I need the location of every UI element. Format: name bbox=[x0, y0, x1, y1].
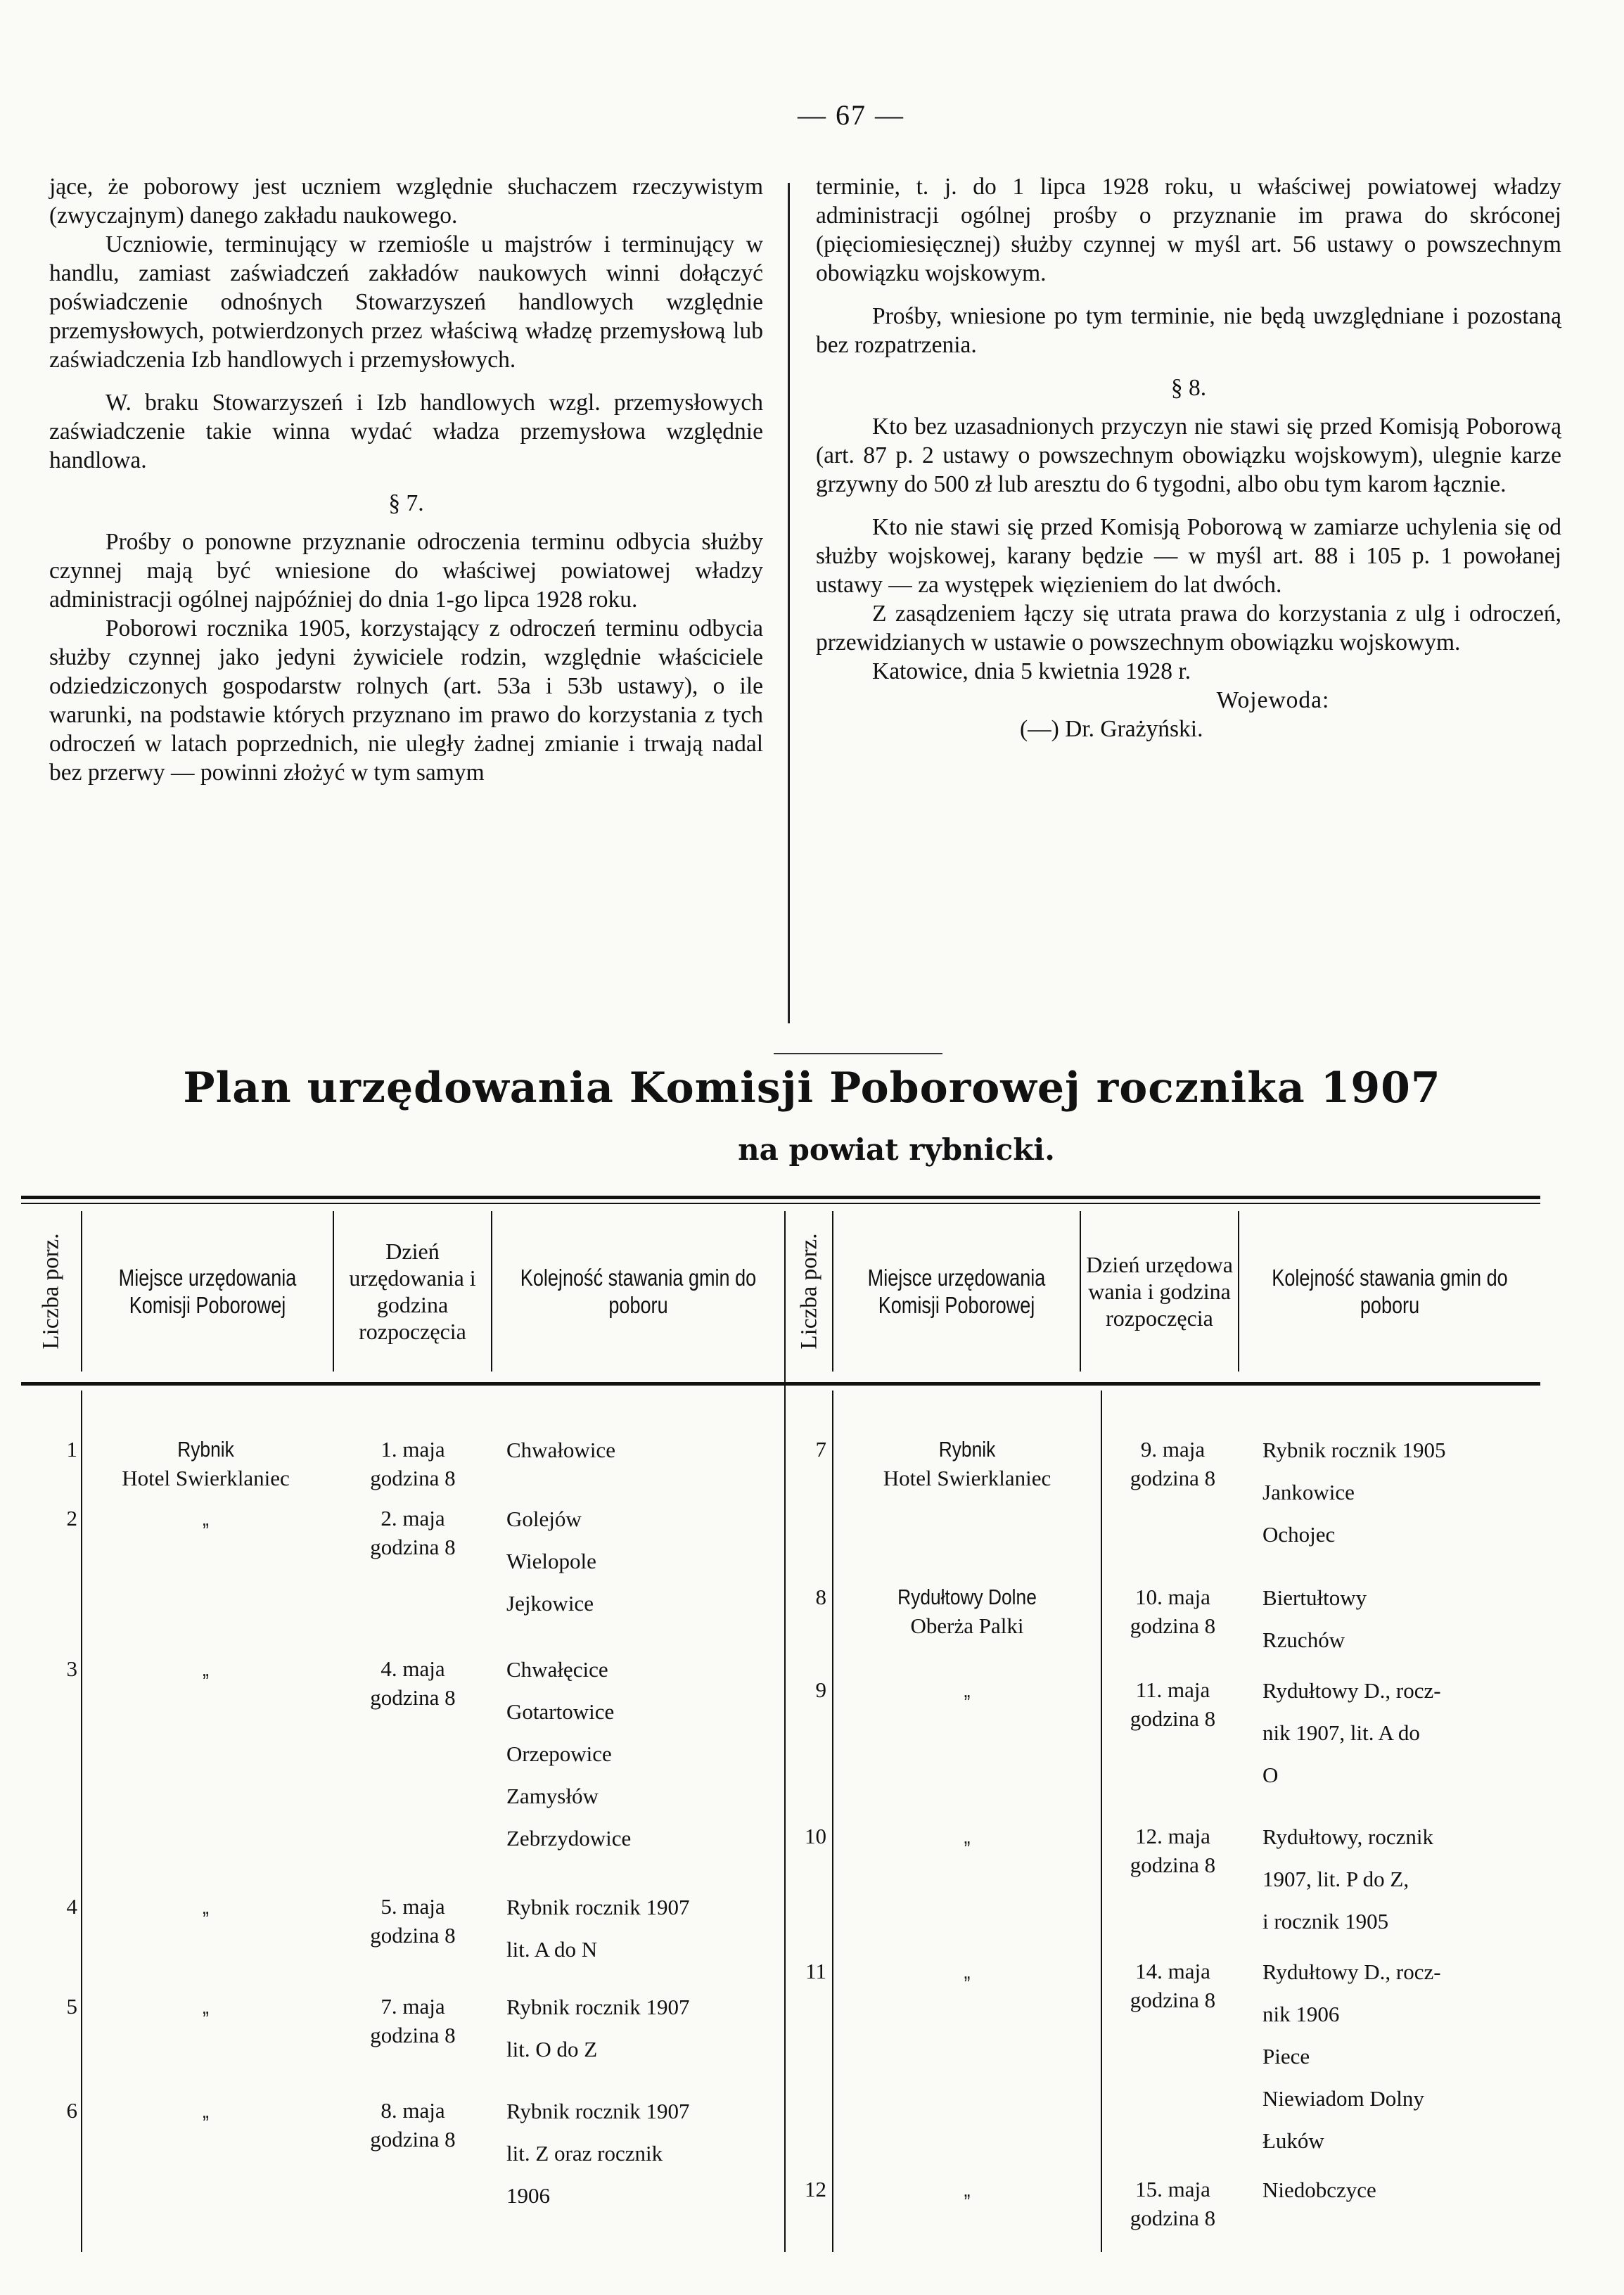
gmina-item: Chwałęcice bbox=[506, 1657, 608, 1682]
section-heading: § 7. bbox=[388, 490, 424, 516]
row-gminy bbox=[506, 1429, 781, 1471]
row-gminy bbox=[1262, 1429, 1537, 1556]
row-number: 7 bbox=[815, 1437, 826, 1462]
row-gminy bbox=[1262, 1816, 1537, 1943]
header-gminy: Kolejność stawania gmin do poboru bbox=[520, 1265, 757, 1318]
row-place bbox=[84, 1654, 327, 1683]
row-date bbox=[1104, 1435, 1241, 1492]
row-gminy bbox=[506, 2090, 781, 2217]
row-date bbox=[1104, 1822, 1241, 1879]
row-number: 10 bbox=[805, 1824, 826, 1848]
row-place bbox=[837, 1822, 1097, 1850]
row-date bbox=[1104, 1583, 1241, 1640]
header-date: Dzień urzędowania i godzina rozpoczęcia bbox=[349, 1239, 476, 1344]
date-time: godzina 8 bbox=[370, 1466, 456, 1490]
date-day: 4. maja bbox=[381, 1656, 445, 1681]
date-day: 14. maja bbox=[1135, 1959, 1210, 1983]
row-place bbox=[84, 1992, 327, 2021]
table-top-rule bbox=[21, 1196, 1540, 1199]
table-top-rule-thin bbox=[21, 1203, 1540, 1204]
place-name: Rybnik bbox=[938, 1437, 996, 1462]
date-time: godzina 8 bbox=[1130, 1466, 1216, 1490]
gmina-item: Chwałowice bbox=[506, 1438, 615, 1462]
row-date bbox=[339, 1654, 487, 1712]
row-date bbox=[1104, 1675, 1241, 1733]
row-number: 11 bbox=[805, 1959, 826, 1983]
left-text-column bbox=[49, 172, 763, 787]
signer-title: Wojewoda: bbox=[1216, 687, 1330, 713]
paragraph: Z zasądzeniem łączy się utrata prawa do korzystania z ulg i odroczeń, przewidzianych w ustawie o powszechnym obowiązku wojskowym. bbox=[816, 601, 1561, 656]
gmina-item: Niewiadom Dolny bbox=[1262, 2086, 1424, 2111]
row-number: 3 bbox=[66, 1656, 77, 1681]
place-name: Rybnik bbox=[177, 1437, 234, 1462]
row-date bbox=[339, 2096, 487, 2154]
header-number: Liczba porz. bbox=[796, 1233, 821, 1350]
header-number: Liczba porz. bbox=[38, 1233, 64, 1350]
gmina-item: 1906 bbox=[506, 2183, 550, 2208]
paragraph: terminie, t. j. do 1 lipca 1928 roku, u właściwej powiatowej władzy administracji ogólnej prośby o przyznanie im prawa do skróconej (pięciomiesięcznej) służby czynnej w myśl art. 56 ustawy o powszechnym obowiązku wojskowym. bbox=[816, 174, 1561, 286]
header-place: Miejsce urzędowania Komisji Poborowej bbox=[118, 1265, 297, 1318]
gmina-item: Rydułtowy D., rocz- bbox=[1262, 1960, 1441, 1984]
date-day: 15. maja bbox=[1135, 2177, 1210, 2201]
gmina-item: Rybnik rocznik 1905 bbox=[1262, 1438, 1446, 1462]
row-place bbox=[84, 1435, 327, 1492]
place-name: „ bbox=[964, 1824, 971, 1848]
gmina-item: Rydułtowy, rocznik bbox=[1262, 1824, 1433, 1849]
date-day: 12. maja bbox=[1135, 1824, 1210, 1848]
paragraph: Prośby, wniesione po tym terminie, nie będą uwzględniane i pozostaną bez rozpatrzenia. bbox=[816, 303, 1561, 358]
row-place bbox=[837, 2175, 1097, 2204]
gmina-item: Niedobczyce bbox=[1262, 2178, 1376, 2202]
row-place bbox=[837, 1435, 1097, 1492]
gmina-item: O bbox=[1262, 1763, 1279, 1787]
row-date bbox=[1104, 1957, 1241, 2014]
date-day: 11. maja bbox=[1135, 1677, 1210, 1702]
gmina-item: Jankowice bbox=[1262, 1480, 1355, 1504]
place-venue: Hotel Swierklaniec bbox=[883, 1466, 1051, 1490]
column-rule bbox=[81, 1211, 82, 1372]
row-date bbox=[1104, 2175, 1241, 2232]
paragraph: jące, że poborowy jest uczniem względnie słuchaczem rzeczywistym (zwyczajnym) danego zakładu naukowego. bbox=[49, 174, 763, 229]
row-date bbox=[339, 1892, 487, 1950]
gmina-item: Wielopole bbox=[506, 1549, 596, 1573]
column-rule bbox=[832, 1391, 833, 2252]
header-place: Miejsce urzędowania Komisji Poborowej bbox=[867, 1265, 1046, 1318]
date-day: 9. maja bbox=[1140, 1437, 1206, 1462]
gmina-item: Rybnik rocznik 1907 bbox=[506, 2099, 690, 2123]
header-date: Dzień urzędowa wania i godzina rozpoczęcia bbox=[1086, 1252, 1233, 1331]
date-time: godzina 8 bbox=[370, 1535, 456, 1559]
column-divider bbox=[788, 183, 790, 1023]
row-place bbox=[84, 1504, 327, 1533]
date-time: godzina 8 bbox=[370, 2023, 456, 2047]
row-place bbox=[84, 2096, 327, 2125]
row-gminy bbox=[506, 1886, 781, 1971]
column-rule bbox=[832, 1211, 833, 1372]
plan-subtitle bbox=[0, 1132, 1624, 1167]
gmina-item: Rzuchów bbox=[1262, 1628, 1345, 1652]
date-day: 8. maja bbox=[381, 2098, 445, 2123]
row-date bbox=[339, 1435, 487, 1492]
gmina-item: Rybnik rocznik 1907 bbox=[506, 1895, 690, 1919]
date-time: godzina 8 bbox=[370, 1923, 456, 1948]
gmina-item: Zamysłów bbox=[506, 1784, 599, 1808]
gmina-item: Ochojec bbox=[1262, 1522, 1336, 1547]
table-right-half bbox=[784, 1211, 1540, 2252]
date-day: 7. maja bbox=[381, 1994, 445, 2019]
row-gminy bbox=[1262, 1951, 1537, 2162]
right-text-column bbox=[816, 172, 1561, 743]
place-venue: Oberża Palki bbox=[910, 1613, 1024, 1638]
gmina-item: Orzepowice bbox=[506, 1741, 612, 1766]
gmina-item: lit. Z oraz rocznik bbox=[506, 2141, 663, 2166]
gmina-item: Golejów bbox=[506, 1507, 582, 1531]
gmina-item: Rydułtowy D., rocz- bbox=[1262, 1678, 1441, 1703]
signer-name: (—) Dr. Grażyński. bbox=[1020, 716, 1203, 742]
date-time: godzina 8 bbox=[370, 1685, 456, 1710]
place-name: „ bbox=[964, 1677, 971, 1702]
place-name: „ bbox=[964, 1959, 971, 1983]
paragraph: Uczniowie, terminujący w rzemiośle u majstrów i terminujący w handlu, zamiast zaświadczeń zakładów naukowych winni dołączyć poświadczenie odnośnych Stowarzyszeń handlowych względnie przemysłowych, potwierdzonych przez właściwą władzę przemysłową lub zaświadczenia Izb handlowych i przemysłowych. bbox=[49, 231, 763, 373]
row-place bbox=[84, 1892, 327, 1921]
paragraph: Kto bez uzasadnionych przyczyn nie stawi się przed Komisją Poborową (art. 87 p. 2 ustawy o powszechnym obowiązku wojskowym), ulegnie karze grzywny do 500 zł lub aresztu do 6 tygodni, albo obu tym karom łącznie. bbox=[816, 414, 1561, 497]
gmina-item: Zebrzydowice bbox=[506, 1826, 632, 1850]
gmina-item: Łuków bbox=[1262, 2128, 1324, 2153]
plan-subtitle-text: na powiat rybnicki. bbox=[738, 1132, 1055, 1167]
place-name: „ bbox=[203, 2098, 209, 2123]
date-time: godzina 8 bbox=[370, 2127, 456, 2152]
row-number: 5 bbox=[66, 1994, 77, 2019]
column-rule bbox=[1238, 1211, 1239, 1372]
place-and-date: Katowice, dnia 5 kwietnia 1928 r. bbox=[872, 658, 1191, 684]
gmina-item: nik 1907, lit. A do bbox=[1262, 1720, 1420, 1745]
section-heading: § 8. bbox=[1170, 375, 1207, 401]
plan-title: Plan urzędowania Komisji Poborowej rocznika 1907 bbox=[183, 1063, 1441, 1113]
table-left-half bbox=[21, 1211, 784, 2252]
date-time: godzina 8 bbox=[1130, 1988, 1216, 2012]
gmina-item: lit. A do N bbox=[506, 1937, 598, 1962]
row-gminy bbox=[506, 1986, 781, 2071]
row-place bbox=[837, 1957, 1097, 1986]
gmina-item: Rybnik rocznik 1907 bbox=[506, 1995, 690, 2019]
gmina-item: Jejkowice bbox=[506, 1591, 594, 1616]
place-name: Rydułtowy Dolne bbox=[897, 1585, 1037, 1609]
date-day: 1. maja bbox=[381, 1437, 445, 1462]
paragraph: Poborowi rocznika 1905, korzystający z odroczeń terminu odbycia służby czynnej jako jedyni żywiciele rodzin, względnie właściciele odziedziczonych gospodarstw rolnych (art. 53a i 53b ustawy), o ile warunki, na podstawie których przyznano im prawo do korzystania z tych odroczeń w latach poprzednich, nie uległy żadnej zmianie i trwają nadal bez przerwy — powinni złożyć w tym samym bbox=[49, 615, 763, 786]
row-gminy bbox=[506, 1649, 781, 1860]
gmina-item: Gotartowice bbox=[506, 1699, 615, 1724]
paragraph: W. braku Stowarzyszeń i Izb handlowych wzgl. przemysłowych zaświadczenie takie winna wydać władza przemysłowa względnie handlowa. bbox=[49, 390, 763, 473]
row-number: 12 bbox=[805, 2177, 826, 2201]
date-time: godzina 8 bbox=[1130, 2206, 1216, 2230]
page-number: — 67 — bbox=[798, 99, 904, 131]
row-date bbox=[339, 1504, 487, 1561]
gmina-item: Biertułtowy bbox=[1262, 1585, 1367, 1610]
column-rule bbox=[81, 1391, 82, 2252]
gmina-item: i rocznik 1905 bbox=[1262, 1909, 1389, 1933]
row-date bbox=[339, 1992, 487, 2050]
date-day: 10. maja bbox=[1135, 1585, 1210, 1609]
row-gminy bbox=[1262, 1577, 1537, 1661]
row-place bbox=[837, 1583, 1097, 1640]
gmina-item: nik 1906 bbox=[1262, 2002, 1340, 2026]
row-gminy bbox=[1262, 2169, 1537, 2211]
row-number: 1 bbox=[66, 1437, 77, 1462]
row-place bbox=[837, 1675, 1097, 1704]
column-rule bbox=[491, 1211, 492, 1372]
date-time: godzina 8 bbox=[1130, 1706, 1216, 1731]
place-name: „ bbox=[964, 2177, 971, 2201]
place-name: „ bbox=[203, 1894, 209, 1919]
gmina-item: 1907, lit. P do Z, bbox=[1262, 1867, 1409, 1891]
date-day: 2. maja bbox=[381, 1506, 445, 1530]
place-name: „ bbox=[203, 1994, 209, 2019]
header-gminy: Kolejność stawania gmin do poboru bbox=[1272, 1265, 1508, 1318]
row-number: 2 bbox=[66, 1506, 77, 1530]
date-time: godzina 8 bbox=[1130, 1613, 1216, 1638]
separator-rule bbox=[774, 1053, 942, 1054]
gmina-item: lit. O do Z bbox=[506, 2037, 598, 2061]
paragraph: Kto nie stawi się przed Komisją Poborową w zamiarze uchylenia się od służby wojskowej, karany będzie — w myśl art. 88 i 105 p. 1 powołanej ustawy — za występek więzieniem do lat dwóch. bbox=[816, 514, 1561, 598]
row-number: 9 bbox=[815, 1677, 826, 1702]
date-day: 5. maja bbox=[381, 1894, 445, 1919]
place-name: „ bbox=[203, 1506, 209, 1530]
row-number: 4 bbox=[66, 1894, 77, 1919]
row-number: 8 bbox=[815, 1585, 826, 1609]
place-venue: Hotel Swierklaniec bbox=[122, 1466, 290, 1490]
row-number: 6 bbox=[66, 2098, 77, 2123]
row-gminy bbox=[1262, 1670, 1537, 1796]
gmina-item: Piece bbox=[1262, 2044, 1310, 2069]
row-gminy bbox=[506, 1498, 781, 1625]
column-rule bbox=[1101, 1391, 1102, 2252]
place-name: „ bbox=[203, 1656, 209, 1681]
date-time: godzina 8 bbox=[1130, 1853, 1216, 1877]
paragraph: Prośby o ponowne przyznanie odroczenia terminu odbycia służby czynnej mają być wniesione do właściwej powiatowej władzy administracji ogólnej najpóźniej do dnia 1-go lipca 1928 roku. bbox=[49, 529, 763, 613]
